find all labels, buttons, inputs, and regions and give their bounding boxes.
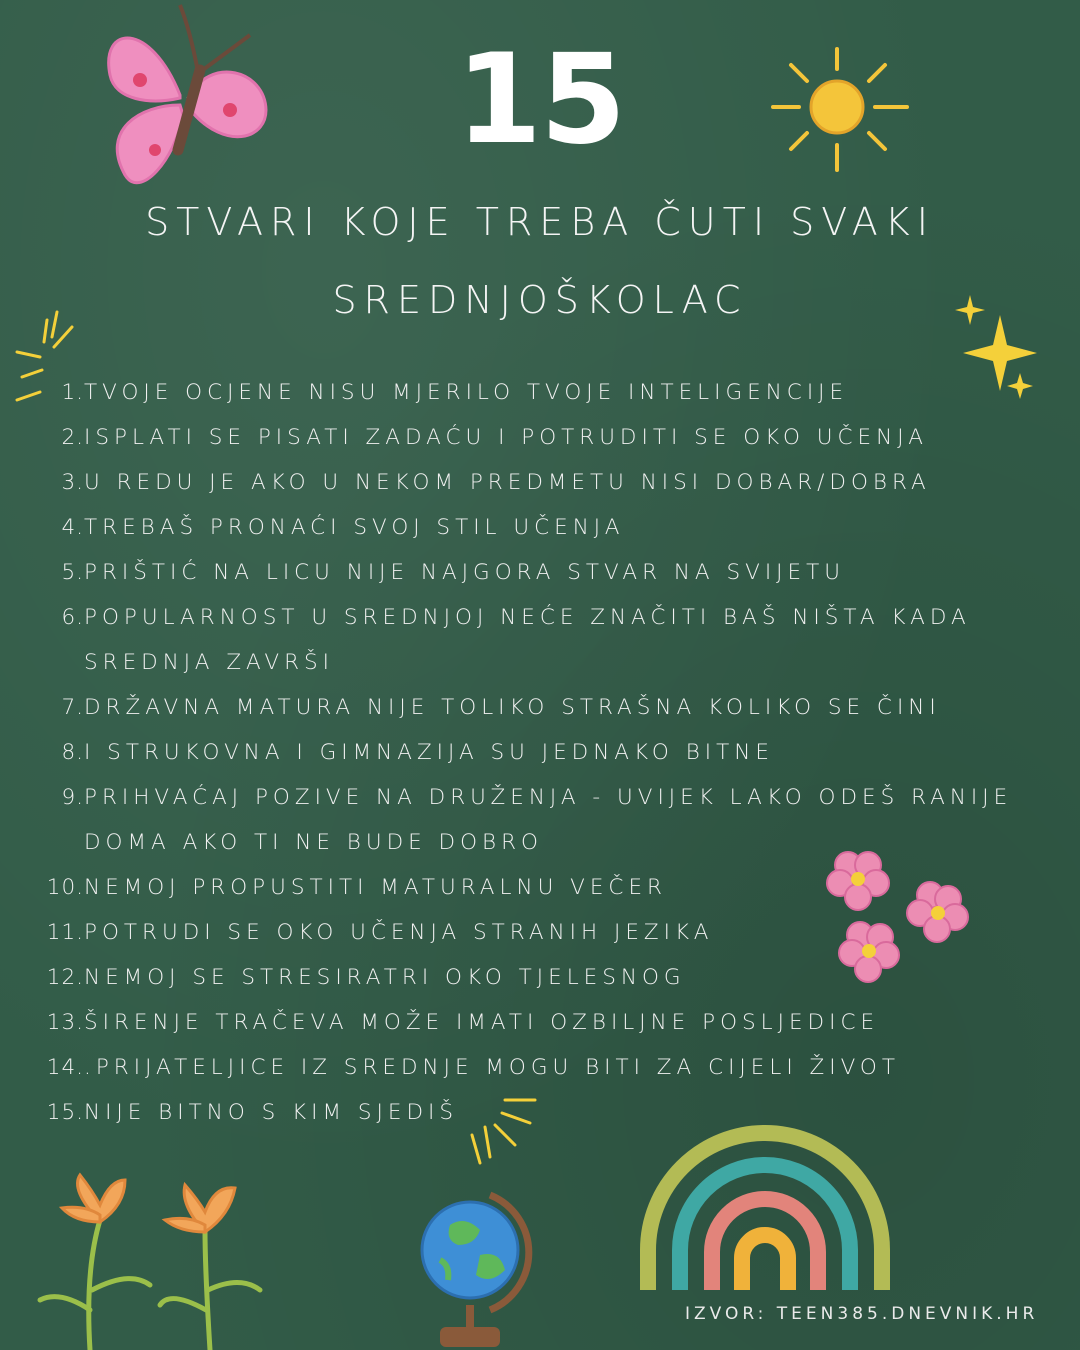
list-item xyxy=(28,910,1073,955)
list-item xyxy=(28,370,1073,415)
list-item xyxy=(28,1000,1073,1045)
list-item xyxy=(28,730,1073,775)
item-text: U REDU JE AKO U NEKOM PREDMETU NISI DOBAR/DOBRA xyxy=(84,470,931,495)
item-number: 5. xyxy=(61,560,84,585)
list-item xyxy=(28,550,1073,595)
item-number: 15. xyxy=(46,1100,84,1125)
tips-list xyxy=(28,370,1073,1135)
item-text: I STRUKOVNA I GIMNAZIJA SU JEDNAKO BITNE xyxy=(84,740,774,765)
item-text: TREBAŠ PRONAĆI SVOJ STIL UČENJA xyxy=(84,515,625,540)
list-item xyxy=(28,1090,1073,1135)
item-number: 9. xyxy=(61,785,84,810)
title-line-2: SREDNJOŠKOLAC xyxy=(332,278,748,322)
item-text: ISPLATI SE PISATI ZADAĆU I POTRUDITI SE OKO UČENJA xyxy=(84,425,928,450)
item-number: 8. xyxy=(61,740,84,765)
item-number: 13. xyxy=(46,1010,84,1035)
item-number: 6. xyxy=(61,605,84,630)
list-item xyxy=(28,595,1073,685)
item-text: PRIŠTIĆ NA LICU NIJE NAJGORA STVAR NA SVIJETU xyxy=(84,560,845,585)
title-line-1: STVARI KOJE TREBA ČUTI SVAKI xyxy=(145,200,935,244)
item-text: NEMOJ SE STRESIRATRI OKO TJELESNOG xyxy=(84,965,686,990)
item-text: POTRUDI SE OKO UČENJA STRANIH JEZIKA xyxy=(84,920,714,945)
item-text: DRŽAVNA MATURA NIJE TOLIKO STRAŠNA KOLIKO SE ČINI xyxy=(84,695,941,720)
item-text: NIJE BITNO S KIM SJEDIŠ xyxy=(84,1100,458,1125)
item-number: 12. xyxy=(46,965,84,990)
item-text: NEMOJ PROPUSTITI MATURALNU VEČER xyxy=(84,875,667,900)
source-credit: IZVOR: TEEN385.DNEVNIK.HR xyxy=(685,1304,1039,1324)
item-number: 7. xyxy=(61,695,84,720)
item-number: 2. xyxy=(61,425,84,450)
list-item xyxy=(28,865,1073,910)
list-item xyxy=(28,505,1073,550)
item-number: 14. xyxy=(46,1055,84,1080)
list-item xyxy=(28,460,1073,505)
item-number: 11. xyxy=(46,920,84,945)
list-item xyxy=(28,415,1073,460)
list-item xyxy=(28,955,1073,1000)
item-text: TVOJE OCJENE NISU MJERILO TVOJE INTELIGENCIJE xyxy=(84,380,849,405)
item-number: 3. xyxy=(61,470,84,495)
big-number-title: 15 xyxy=(455,28,625,172)
list-item xyxy=(28,1045,1073,1090)
item-text: PRIHVAĆAJ POZIVE NA DRUŽENJA - UVIJEK LAKO ODEŠ RANIJE DOMA AKO TI NE BUDE DOBRO xyxy=(84,785,1013,855)
list-item xyxy=(28,775,1073,865)
item-text: .PRIJATELJICE IZ SREDNJE MOGU BITI ZA CIJELI ŽIVOT xyxy=(84,1055,900,1080)
list-item xyxy=(28,685,1073,730)
tulip-icon xyxy=(30,1160,290,1350)
item-text: ŠIRENJE TRAČEVA MOŽE IMATI OZBILJNE POSLJEDICE xyxy=(84,1010,880,1035)
item-number: 1. xyxy=(61,380,84,405)
item-text: POPULARNOST U SREDNJOJ NEĆE ZNAČITI BAŠ NIŠTA KADA SREDNJA ZAVRŠI xyxy=(84,605,971,675)
item-number: 10. xyxy=(46,875,84,900)
item-number: 4. xyxy=(61,515,84,540)
